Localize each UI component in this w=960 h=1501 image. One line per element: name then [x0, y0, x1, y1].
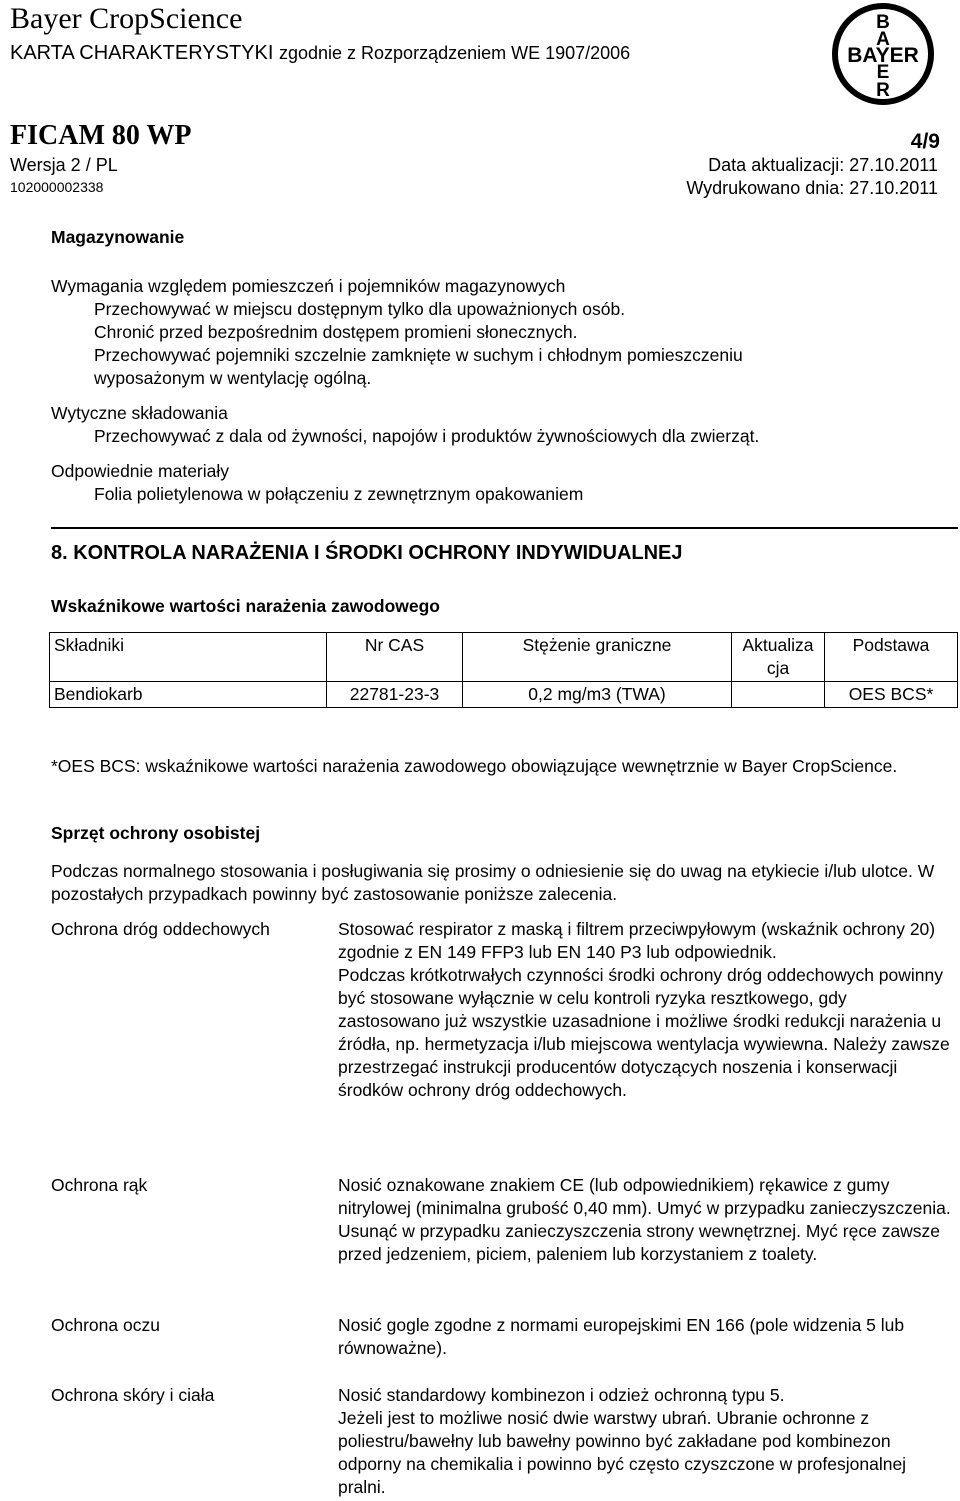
table-cell — [732, 682, 825, 708]
storage-requirements-title: Wymagania względem pomieszczeń i pojemników magazynowych — [51, 276, 566, 296]
ppe-text-respiratory-2: Podczas krótkotrwałych czynności środki ochrony dróg oddechowych powinny być stosowane wyłącznie w celu kontroli ryzyka resztkowego, gdy zastosowano już wszystkie uzasadnione i możliwe środki redukcji narażenia u źródła, np. hermetyzacja i/lub miejscowa wentylacja wywiewna. Należy zawsze przestrzegać instrukcji producentów dotyczących noszenia i konserwacji środków ochrony dróg oddechowych. — [338, 965, 950, 1100]
section-8-heading: 8. KONTROLA NARAŻENIA I ŚRODKI OCHRONY INDYWIDUALNEJ — [51, 542, 683, 564]
table-row — [50, 682, 958, 708]
brand-name: Bayer CropScience — [10, 2, 243, 35]
logo-letter-r: R — [876, 80, 890, 101]
ppe-text-skin-2: Jeżeli jest to możliwe nosić dwie warstwy ubrań. Ubranie ochronne z poliestru/bawełny lub bawełny powinno być zakładane pod kombinezon odporny na chemikalia i powinno być często czyszczone w profesjonalnej pralni. — [338, 1408, 907, 1497]
logo-letter-b: B — [876, 12, 890, 33]
ppe-label-eyes: Ochrona oczu — [51, 1315, 160, 1335]
table-header-cell: Aktualiza cja — [732, 633, 825, 682]
update-date: Data aktualizacji: 27.10.2011 — [708, 155, 938, 175]
document-title-regulation: zgodnie z Rozporządzeniem WE 1907/2006 — [278, 43, 631, 63]
table-header-cell: Stężenie graniczne — [463, 633, 732, 682]
product-name: FICAM 80 WP — [10, 120, 192, 151]
materials-text: Folia polietylenowa w połączeniu z zewnętrznym opakowaniem — [94, 484, 584, 504]
table-cell: 0,2 mg/m3 (TWA) — [463, 682, 732, 708]
bayer-logo-icon — [806, 0, 960, 108]
storage-guidelines-text: Przechowywać z dala od żywności, napojów i produktów żywnościowych dla zwierząt. — [94, 426, 760, 446]
logo-letter-e: E — [876, 62, 890, 83]
storage-requirement-line: wyposażonym w wentylację ogólną. — [94, 368, 372, 388]
storage-guidelines-title: Wytyczne składowania — [51, 403, 228, 423]
ppe-heading: Sprzęt ochrony osobistej — [51, 823, 261, 843]
ppe-text-hands: Nosić oznakowane znakiem CE (lub odpowiednikiem) rękawice z gumy nitrylowej (minimalna grubość 0,40 mm). Umyć w przypadku zanieczyszczenia. Usunąć w przypadku zanieczyszczenia strony wewnętrznej. Myć ręce zawsze przed jedzeniem, piciem, paleniem lub korzystaniem z toalety. — [338, 1175, 951, 1264]
table-cell: 22781-23-3 — [327, 682, 463, 708]
ppe-text-respiratory-1: Stosować respirator z maską i filtrem przeciwpyłowym (wskaźnik ochrony 20) zgodnie z EN 149 FFP3 lub EN 140 P3 lub odpowiednik. — [338, 919, 936, 962]
section-divider — [51, 527, 958, 529]
page-number: 4/9 — [910, 130, 940, 153]
table-cell: Bendiokarb — [50, 682, 327, 708]
table-header-cell: Nr CAS — [327, 633, 463, 682]
ppe-text-respiratory — [338, 918, 953, 1102]
storage-requirement-line: Przechowywać w miejscu dostępnym tylko dla upoważnionych osób. — [94, 299, 626, 319]
table-header-cell: Składniki — [50, 633, 327, 682]
document-title — [10, 42, 630, 65]
ppe-intro: Podczas normalnego stosowania i posługiwania się prosimy o odniesienie się do uwag na etykiecie i/lub ulotce. W pozostałych przypadkach powinny być zastosowanie poniższe zalecenia. — [51, 861, 935, 904]
print-date: Wydrukowano dnia: 27.10.2011 — [686, 178, 938, 198]
storage-requirement-line: Chronić przed bezpośrednim dostępem promieni słonecznych. — [94, 322, 578, 342]
ppe-label-respiratory: Ochrona dróg oddechowych — [51, 919, 270, 939]
table-header-row — [50, 633, 958, 682]
document-title-main: KARTA CHARAKTERYSTYKI — [10, 42, 274, 64]
materials-title: Odpowiednie materiały — [51, 461, 230, 481]
exposure-limits-table — [49, 632, 958, 708]
logo-letter-a: A — [876, 29, 890, 50]
ppe-label-hands: Ochrona rąk — [51, 1175, 148, 1195]
version-label: Wersja 2 / PL — [10, 155, 118, 175]
logo-word: BAYER — [847, 44, 919, 67]
storage-heading: Magazynowanie — [51, 227, 185, 247]
document-code: 102000002338 — [10, 179, 104, 195]
ppe-text-skin — [338, 1384, 953, 1499]
table-cell: OES BCS* — [825, 682, 958, 708]
storage-section — [51, 226, 951, 506]
table-header-cell: Podstawa — [825, 633, 958, 682]
exposure-limits-heading: Wskaźnikowe wartości narażenia zawodowego — [51, 596, 440, 616]
ppe-text-eyes: Nosić gogle zgodne z normami europejskimi EN 166 (pole widzenia 5 lub równoważne). — [338, 1315, 905, 1358]
table-footnote: *OES BCS: wskaźnikowe wartości narażenia zawodowego obowiązujące wewnętrznie w Bayer CropScience. — [51, 756, 898, 776]
ppe-label-skin: Ochrona skóry i ciała — [51, 1385, 215, 1405]
ppe-text-skin-1: Nosić standardowy kombinezon i odzież ochronną typu 5. — [338, 1385, 785, 1405]
storage-requirement-line: Przechowywać pojemniki szczelnie zamknięte w suchym i chłodnym pomieszczeniu — [94, 345, 743, 365]
